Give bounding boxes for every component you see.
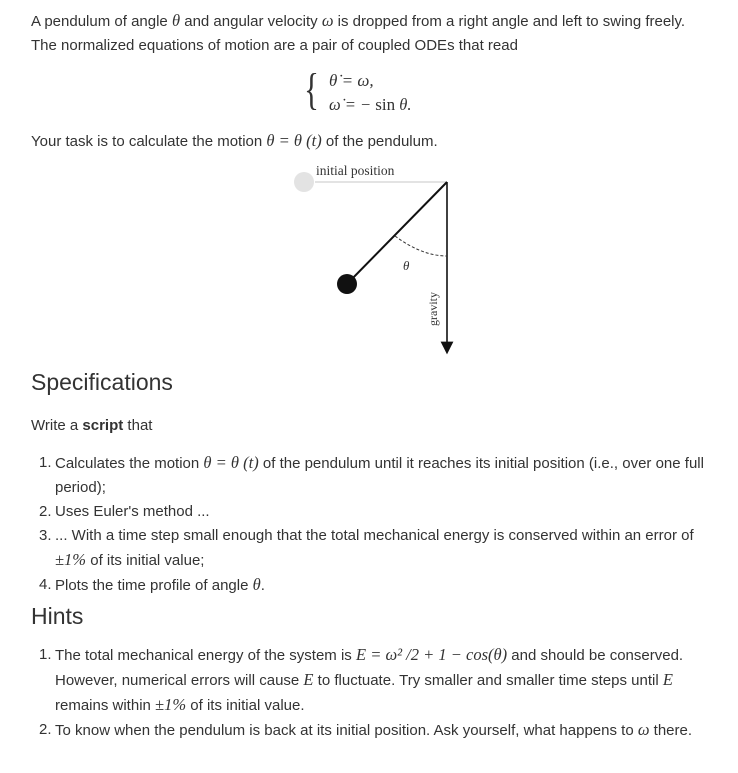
hints-list <box>31 643 711 743</box>
specifications-list <box>31 451 711 598</box>
intro-paragraph <box>31 9 711 58</box>
task-text-post: of the pendulum. <box>321 133 438 150</box>
hints-item: 1. The total mechanical energy of the system is E = ω² /2 + 1 − cos(θ) and should be conserved. However, numerical errors will cause E to fluctuate. Try smaller and smaller time steps until E remains within ±1% of its initial value. <box>39 645 684 714</box>
specifications-item: 3. ... With a time step small enough that the total mechanical energy is conserved within an error of ±1% of its initial value; <box>39 527 694 569</box>
specifications-item: 4. Plots the time profile of angle θ. <box>39 575 265 594</box>
angle-label: θ <box>403 258 410 273</box>
equation-line-2: ω̇ = − sin θ. <box>329 95 412 114</box>
intro-text-mid: and angular velocity <box>180 13 322 30</box>
task-math: θ = θ (t) <box>266 131 322 150</box>
pendulum-diagram <box>285 158 465 358</box>
hints-item: 2. To know when the pendulum is back at its initial position. Ask yourself, what happens to ω there. <box>39 720 693 739</box>
intro-omega: ω <box>321 11 334 30</box>
left-brace: { <box>304 65 319 114</box>
hints-heading: Hints <box>31 603 84 629</box>
equation-line-1: θ̇ = ω, <box>329 71 374 90</box>
equation-system <box>305 66 465 120</box>
angle-arc <box>395 236 447 256</box>
script-bold: script <box>82 417 124 434</box>
specifications-intro: Write a script that <box>31 417 153 434</box>
pendulum-rod <box>347 182 447 284</box>
initial-position-bob <box>294 172 314 192</box>
specifications-item: 1. Calculates the motion θ = θ (t) of the pendulum until it reaches its initial position (i.e., over one full period); <box>39 453 704 496</box>
specifications-heading: Specifications <box>31 369 173 395</box>
task-paragraph <box>31 129 711 154</box>
pendulum-bob <box>337 274 357 294</box>
intro-text-post: is dropped from a right angle and left to swing freely. The normalized equations of motion are a pair of coupled ODEs that read <box>31 13 686 54</box>
task-text-pre: Your task is to calculate the motion <box>31 133 267 150</box>
intro-text-pre: A pendulum of angle <box>31 13 172 30</box>
intro-theta: θ <box>171 11 181 30</box>
gravity-label: gravity <box>426 292 440 326</box>
specifications-item: 2. Uses Euler's method ... <box>39 503 210 520</box>
initial-position-label: initial position <box>316 163 395 178</box>
